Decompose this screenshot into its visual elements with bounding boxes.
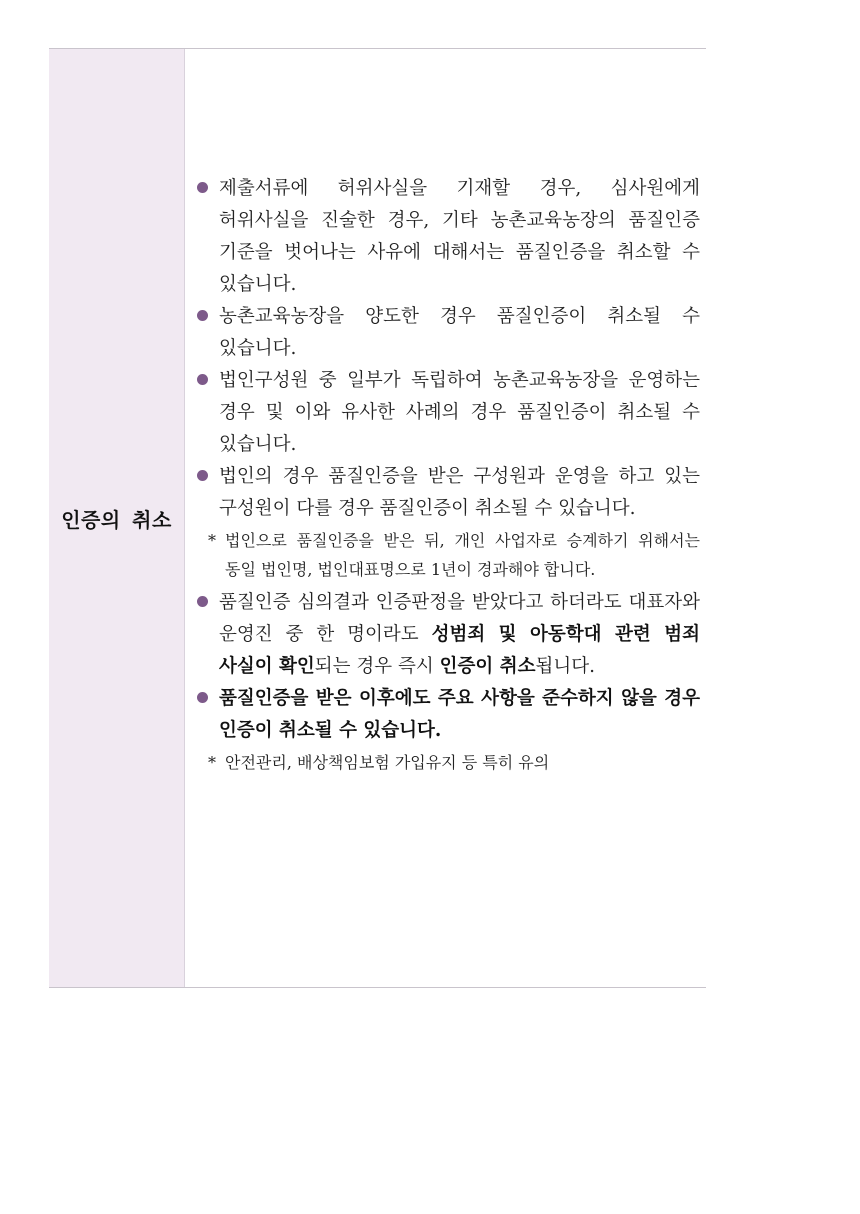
certification-cancellation-table (49, 48, 706, 988)
footnote (193, 748, 700, 777)
list-item (193, 461, 700, 525)
bullet-icon (197, 596, 208, 607)
bullet-icon (197, 310, 208, 321)
text-run: 되는 경우 즉시 (314, 656, 440, 677)
footnote-text: 법인으로 품질인증을 받은 뒤, 개인 사업자로 승계하기 위해서는 동일 법인명, 법인대표명으로 1년이 경과해야 합니다. (225, 531, 700, 579)
list-item-text: 제출서류에 허위사실을 기재할 경우, 심사원에게 허위사실을 진술한 경우, 기타 농촌교육농장의 품질인증 기준을 벗어나는 사유에 대해서는 품질인증을 취소할 수 있습니다. (219, 178, 700, 295)
text-run: 품질인증 심의결과 인증판정을 받았다고 하더라도 대표자와 운영진 중 한 명이라도 (219, 592, 700, 645)
list-item-text: 농촌교육농장을 양도한 경우 품질인증이 취소될 수 있습니다. (219, 306, 700, 359)
footnote-marker: * (208, 753, 216, 772)
bullet-icon (197, 374, 208, 385)
list-item (193, 365, 700, 461)
emphasis-crime: 성범죄 및 아동학대 관련 범죄 사실이 확인 (219, 624, 700, 677)
bullet-icon (197, 182, 208, 193)
list-item (193, 683, 700, 747)
footnote-text: 안전관리, 배상책임보험 가입유지 등 특히 유의 (225, 753, 550, 772)
footnote (193, 526, 700, 584)
list-item-text: 품질인증을 받은 이후에도 주요 사항을 준수하지 않을 경우 인증이 취소될 수 있습니다. (219, 688, 700, 741)
list-item (193, 301, 700, 365)
section-label: 인증의 취소 (61, 507, 172, 532)
section-label-cell (49, 49, 185, 987)
list-item (193, 587, 700, 683)
footnote-marker: * (208, 531, 216, 550)
bullet-icon (197, 692, 208, 703)
list-item (193, 173, 700, 301)
bullet-icon (197, 470, 208, 481)
list-item-text (219, 587, 700, 683)
cancellation-list (193, 173, 700, 780)
list-item-text: 법인구성원 중 일부가 독립하여 농촌교육농장을 운영하는 경우 및 이와 유사한 사례의 경우 품질인증이 취소될 수 있습니다. (219, 370, 700, 455)
text-run: 됩니다. (535, 656, 595, 677)
content-cell (185, 49, 706, 987)
emphasis-cancel: 인증이 취소 (439, 656, 536, 677)
list-item-text: 법인의 경우 품질인증을 받은 구성원과 운영을 하고 있는 구성원이 다를 경우 품질인증이 취소될 수 있습니다. (219, 466, 700, 519)
